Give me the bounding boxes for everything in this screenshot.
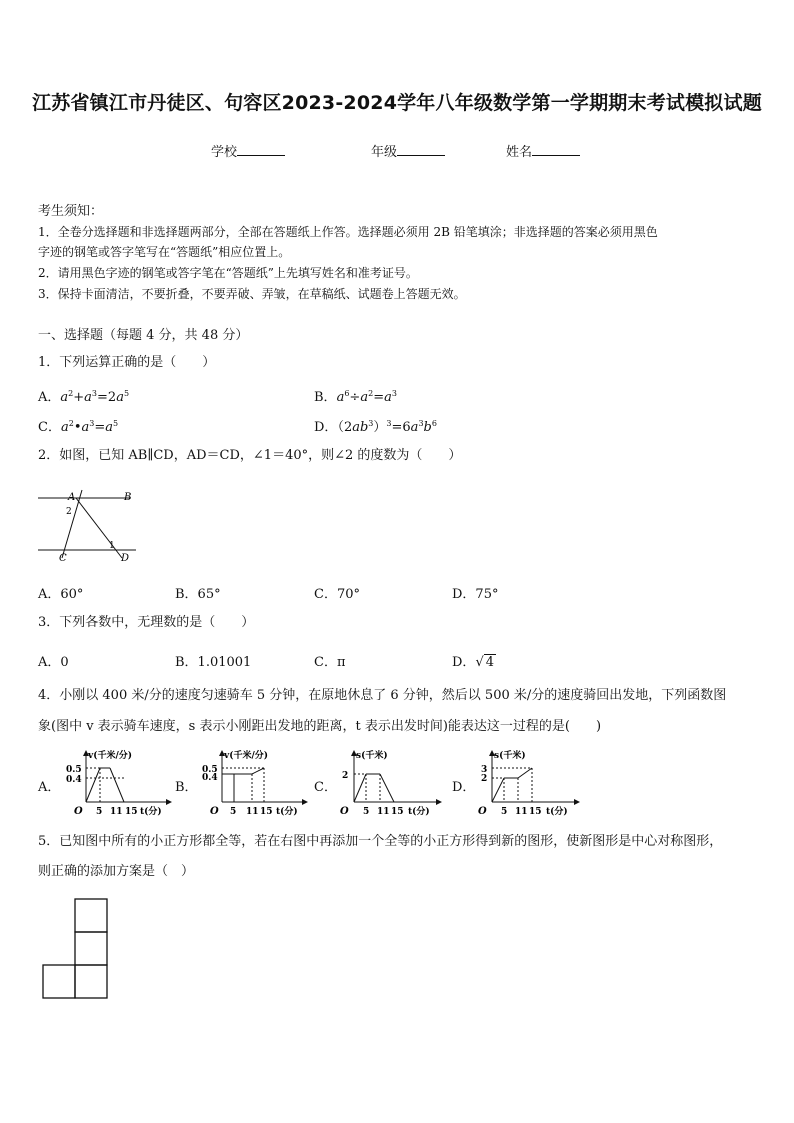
notice-item-2: 2．请用黑色字迹的钢笔或答字笔在“答题纸”上先填写姓名和准考证号。 [38,266,418,280]
q4-graph-b [198,748,310,820]
q3-option-b[interactable]: B．1.01001 [175,655,252,670]
q3-option-c[interactable]: C．π [314,655,346,670]
svg-text:t(分): t(分) [546,807,568,817]
svg-text:15: 15 [125,807,138,817]
svg-text:5: 5 [363,807,370,817]
svg-text:11: 11 [377,807,390,817]
q1-option-c[interactable]: C．$a^2•a^3=a^5$ [38,419,119,435]
section-heading: 一、选择题（每题 4 分，共 48 分） [38,328,249,343]
svg-text:3: 3 [481,765,488,775]
line-ad [76,498,122,558]
sqrt-symbol: √ 4 [475,655,495,670]
svg-text:v(千米/分): v(千米/分) [224,751,269,761]
svg-text:t(分): t(分) [276,807,298,817]
svg-text:O: O [478,806,487,817]
q2-figure [36,488,146,568]
label-d: D [121,553,130,564]
svg-text:0.5: 0.5 [202,765,218,775]
q5-line-2: 则正确的添加方案是（ ） [38,864,195,879]
svg-text:O: O [210,806,219,817]
svg-text:15: 15 [391,807,404,817]
q1-option-d[interactable]: D．$(2ab^3)^3=6a^3b^6$ [314,419,437,435]
svg-text:15: 15 [260,807,273,817]
svg-text:0.4: 0.4 [66,775,82,785]
exam-title: 江苏省镇江市丹徒区、句容区2023-2024学年八年级数学第一学期期末考试模拟试题 [32,92,762,114]
svg-text:2: 2 [342,771,349,781]
svg-text:t(分): t(分) [408,807,430,817]
svg-text:2: 2 [481,774,488,784]
svg-text:5: 5 [230,807,237,817]
q4-option-a[interactable]: A． [38,780,61,795]
q2-option-a[interactable]: A．60° [38,587,84,602]
q1-stem: 1．下列运算正确的是（ ） [38,355,216,370]
svg-text:5: 5 [501,807,508,817]
svg-text:0.4: 0.4 [202,773,218,783]
q3-option-a[interactable]: A．0 [38,655,69,670]
q2-stem: 2．如图，已知 AB∥CD，AD＝CD，∠1＝40°，则∠2 的度数为（ ） [38,448,462,463]
school-label: 学校 [211,145,238,160]
q4-graph-d [474,748,586,820]
q2-option-c[interactable]: C．70° [314,587,360,602]
grade-field [371,141,445,160]
svg-text:O: O [340,806,349,817]
q2-option-b[interactable]: B．65° [175,587,221,602]
q5-line-1: 5．已知图中所有的小正方形都全等，若在右图中再添加一个全等的小正方形得到新的图形，使新图形是中心对称图形， [38,834,723,849]
svg-text:5: 5 [96,807,103,817]
svg-text:11: 11 [515,807,528,817]
q4-option-c[interactable]: C． [314,780,337,795]
square-bottom-right [75,965,107,998]
svg-text:O: O [74,806,83,817]
q5-squares-figure [40,898,112,1002]
q4-option-d[interactable]: D． [452,780,476,795]
svg-text:s(千米): s(千米) [494,751,526,761]
svg-text:11: 11 [246,807,259,817]
label-b: B [124,492,132,503]
label-a: A [68,492,76,503]
notice-item-3: 3．保持卡面清洁，不要折叠，不要弄破、弄皱，在草稿纸、试题卷上答题无效。 [38,287,466,301]
notice-item-1a: 1．全卷分选择题和非选择题两部分，全部在答题纸上作答。选择题必须用 2B 铅笔填涂；非选择题的答案必须用黑色 [38,225,658,239]
q1-option-a[interactable]: A．$a^2+a^3=2a^5$ [38,389,130,405]
svg-text:s(千米): s(千米) [356,751,388,761]
name-blank[interactable] [532,143,580,156]
school-blank[interactable] [237,143,285,156]
angle-2-label: 2 [66,507,72,517]
svg-text:11: 11 [110,807,123,817]
grade-blank[interactable] [397,143,445,156]
school-field [211,141,285,160]
q2-option-d[interactable]: D．75° [452,587,499,602]
q1-option-b[interactable]: B．$a^6\div a^2=a^3$ [314,389,397,405]
q4-graph-c [336,748,448,820]
square-top [75,899,107,932]
q3-option-d[interactable]: D．√ 4 [452,655,495,670]
q4-option-b[interactable]: B． [175,780,198,795]
angle-1-label: 1 [109,541,115,551]
svg-text:v(千米/分): v(千米/分) [88,751,133,761]
notice-item-1b: 字迹的钢笔或答字笔写在“答题纸”相应位置上。 [38,245,291,259]
name-label: 姓名 [506,145,533,160]
q4-graph-a [62,748,172,820]
square-bottom-left [43,965,75,998]
q3-stem: 3．下列各数中，无理数的是（ ） [38,615,255,630]
square-middle [75,932,107,965]
svg-text:15: 15 [529,807,542,817]
name-field [506,141,580,160]
label-c: C [59,553,67,564]
svg-text:t(分): t(分) [140,807,162,817]
q4-line-2: 象(图中 v 表示骑车速度，s 表示小刚距出发地的距离，t 表示出发时间)能表达这一过程的是( ) [38,719,602,734]
q4-line-1: 4．小刚以 400 米/分的速度匀速骑车 5 分钟，在原地休息了 6 分钟，然后以 500 米/分的速度骑回出发地，下列函数图 [38,688,727,703]
grade-label: 年级 [371,145,398,160]
svg-text:0.5: 0.5 [66,765,82,775]
notice-heading: 考生须知： [38,204,104,219]
